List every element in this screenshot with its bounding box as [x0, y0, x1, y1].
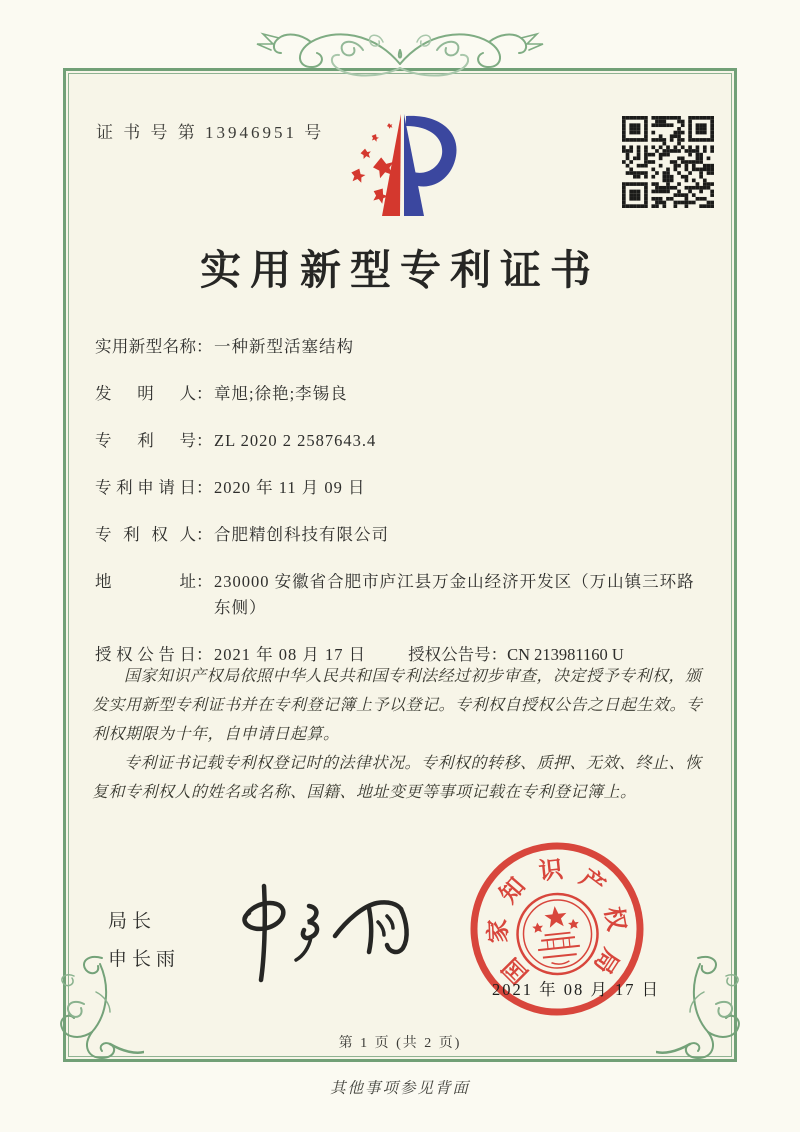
certificate-title: 实用新型专利证书 — [200, 247, 600, 293]
cnipa-patent-logo-icon — [336, 110, 468, 224]
fields-block — [95, 334, 711, 689]
seal-char: 产 — [574, 865, 610, 901]
legal-paragraph-1: 国家知识产权局依照中华人民共和国专利法经过初步审查，决定授予专利权，颁发实用新型专利证书并在专利登记簿上予以登记。专利权自授权公告之日起生效。专利权期限为十年，自申请日起算。 — [92, 668, 703, 743]
director-signature — [225, 872, 435, 992]
field-value: 230000 安徽省合肥市庐江县万金山经济开发区（万山镇三环路东侧） — [214, 572, 695, 617]
issuer-name: 申长雨 — [108, 949, 181, 970]
field-inventors: 发明人 ： 章旭;徐艳;李锡良 — [95, 381, 711, 407]
cnipa-official-seal — [457, 827, 657, 1031]
back-side-note: 其他事项参见背面 — [329, 1080, 470, 1097]
field-label: 实用新型名称 — [95, 337, 196, 356]
top-dragon-ornament — [243, 20, 557, 80]
field-address: 地址 ： 230000 安徽省合肥市庐江县万金山经济开发区（万山镇三环路东侧） — [95, 569, 711, 621]
seal-char: 识 — [537, 857, 565, 886]
field-label: 专利号 — [95, 431, 196, 450]
field-filing-date: 专利申请日 ： 2020 年 11 月 09 日 — [95, 475, 711, 501]
qr-code — [622, 116, 714, 208]
field-label: 地址 — [95, 572, 196, 591]
issuer-title: 局长 — [108, 911, 157, 932]
field-value: 2021 年 08 月 17 日 — [214, 645, 367, 664]
field-value: 一种新型活塞结构 — [214, 337, 354, 356]
legal-text — [92, 662, 712, 807]
seal-char: 局 — [588, 943, 624, 978]
field-label: 授权公告日 — [95, 645, 196, 664]
field-label: 发明人 — [95, 384, 196, 403]
field-grant-date-and-number: 授权公告日 ： 2021 年 08 月 17 日 授权公告号 ： CN 213981160 U — [95, 642, 711, 668]
certificate-number: 证 书 号 第 13946951 号 — [96, 123, 325, 142]
field-value: ZL 2020 2 2587643.4 — [214, 431, 377, 450]
field-value: CN 213981160 U — [507, 645, 624, 664]
field-label: 专利申请日 — [95, 478, 196, 497]
seal-char: 家 — [485, 918, 513, 944]
field-label: 专利权人 — [95, 525, 196, 544]
field-value: 合肥精创科技有限公司 — [214, 525, 389, 544]
field-utility-model-name: 实用新型名称 ： 一种新型活塞结构 — [95, 334, 711, 360]
seal-char: 权 — [599, 904, 630, 934]
field-label: 授权公告号 — [408, 645, 491, 664]
seal-char: 国 — [498, 952, 534, 988]
field-patentee: 专利权人 ： 合肥精创科技有限公司 — [95, 522, 711, 548]
field-value: 章旭;徐艳;李锡良 — [214, 384, 348, 403]
legal-paragraph-2: 专利证书记载专利权登记时的法律状况。专利权的转移、质押、无效、终止、恢复和专利权人的姓名或名称、国籍、地址变更等事项记载在专利登记簿上。 — [92, 755, 702, 801]
page-number: 第 1 页 (共 2 页) — [338, 1036, 462, 1051]
bottom-right-flourish — [656, 952, 756, 1070]
field-value: 2020 年 11 月 09 日 — [214, 478, 366, 497]
seal-char: 知 — [495, 873, 531, 909]
field-grant-number: 授权公告号 ： CN 213981160 U — [408, 642, 624, 668]
seal-date: 2021 年 08 月 17 日 — [492, 980, 661, 999]
field-patent-number: 专利号 ： ZL 2020 2 2587643.4 — [95, 428, 711, 454]
